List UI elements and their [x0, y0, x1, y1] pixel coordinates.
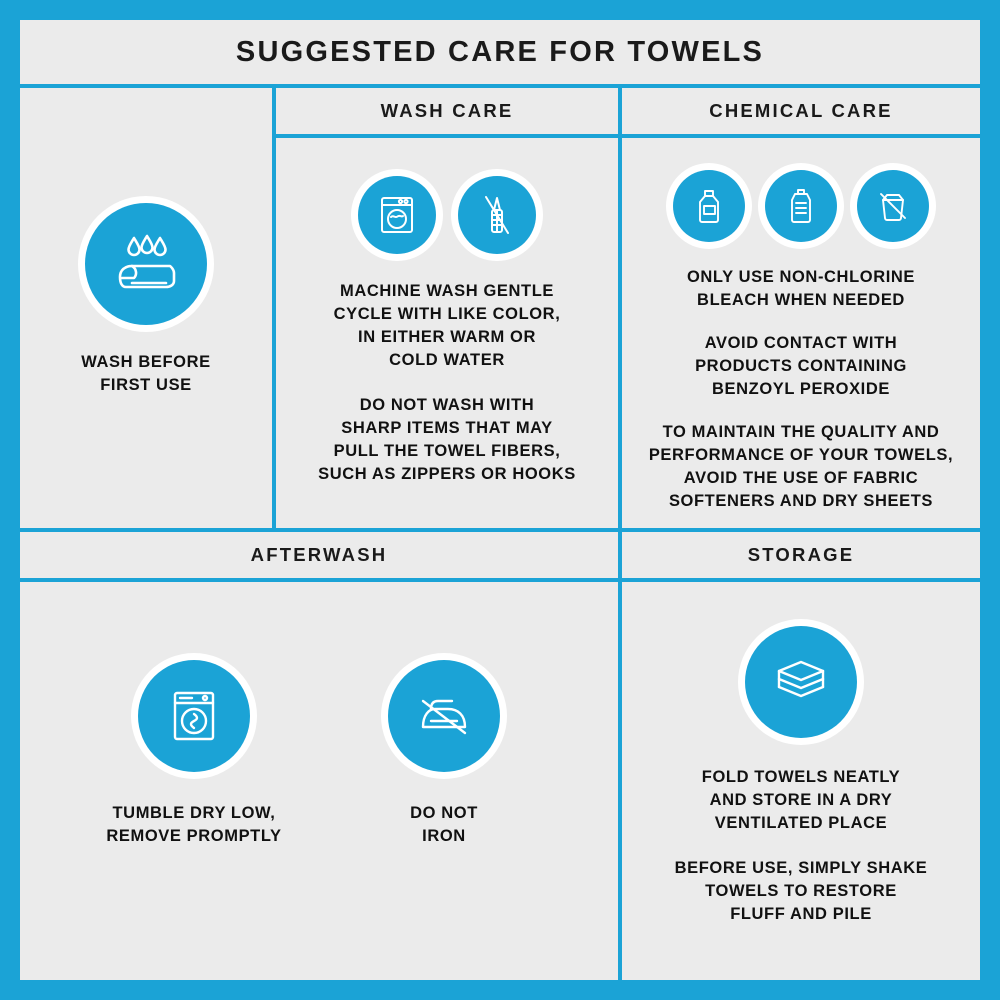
panel-wash-care — [276, 88, 618, 528]
no-iron-line-2: IRON — [422, 827, 466, 845]
wash-before-line-1: WASH BEFORE — [81, 353, 211, 371]
afterwash-tumble-caption — [106, 802, 281, 848]
storage-p2-line-1: BEFORE USE, SIMPLY SHAKE — [674, 859, 928, 877]
storage-p2-line-2: TOWELS TO RESTORE — [705, 882, 897, 900]
folded-towels-stack-icon — [745, 626, 857, 738]
storage-heading-bar — [622, 532, 980, 582]
wash-care-paragraph-2 — [276, 394, 618, 486]
chem-p3-line-1: TO MAINTAIN THE QUALITY AND — [662, 423, 940, 441]
wash-care-icon-row — [276, 176, 618, 254]
chem-p1-line-1: ONLY USE NON-CHLORINE — [686, 268, 916, 286]
panel-chemical-care — [622, 88, 980, 528]
folded-towel-with-water-drops-icon — [85, 203, 207, 325]
afterwash-no-iron-caption — [410, 802, 478, 848]
washing-machine-icon — [358, 176, 436, 254]
no-fabric-softener-icon — [857, 170, 929, 242]
wash-care-p1-line-3: IN EITHER WARM OR — [358, 328, 536, 346]
afterwash-heading-bar — [20, 532, 618, 582]
afterwash-heading: AFTERWASH — [250, 544, 388, 565]
storage-p2-line-3: FLUFF AND PILE — [730, 905, 872, 923]
wash-care-paragraph-1 — [276, 280, 618, 372]
chem-p2-line-2: PRODUCTS CONTAINING — [695, 357, 907, 375]
chem-p1-line-2: BLEACH WHEN NEEDED — [697, 291, 905, 309]
no-iron-line-1: DO NOT — [410, 804, 478, 822]
page-title-bar — [20, 20, 980, 88]
tumble-dryer-icon — [138, 660, 250, 772]
storage-paragraph-1 — [686, 766, 916, 835]
wash-care-p2-line-1: DO NOT WASH WITH — [359, 396, 535, 414]
afterwash-item-tumble-dry — [69, 660, 319, 848]
chemical-care-paragraph-3 — [622, 421, 980, 513]
panel-storage — [622, 532, 980, 980]
chem-p3-line-3: AVOID THE USE OF FABRIC — [683, 469, 919, 487]
chem-p2-line-1: AVOID CONTACT WITH — [704, 334, 898, 352]
storage-paragraph-2 — [663, 857, 940, 926]
wash-care-p1-line-2: CYCLE WITH LIKE COLOR, — [333, 305, 561, 323]
storage-p1-line-1: FOLD TOWELS NEATLY — [701, 768, 901, 786]
no-iron-icon — [388, 660, 500, 772]
chemical-care-heading: CHEMICAL CARE — [709, 100, 893, 121]
wash-care-p2-line-2: SHARP ITEMS THAT MAY — [341, 419, 553, 437]
storage-p1-line-2: AND STORE IN A DRY — [709, 791, 893, 809]
tumble-line-1: TUMBLE DRY LOW, — [112, 804, 276, 822]
chem-p2-line-3: BENZOYL PEROXIDE — [712, 380, 890, 398]
wash-before-caption — [81, 351, 210, 397]
wash-care-p1-line-1: MACHINE WASH GENTLE — [340, 282, 554, 300]
wash-care-p2-line-3: PULL THE TOWEL FIBERS, — [333, 442, 561, 460]
wash-before-line-2: FIRST USE — [100, 376, 192, 394]
no-zipper-icon — [458, 176, 536, 254]
chem-p3-line-4: SOFTENERS AND DRY SHEETS — [668, 492, 934, 510]
infographic-board — [20, 20, 980, 980]
afterwash-item-no-iron — [319, 660, 569, 848]
bleach-bottle-icon — [673, 170, 745, 242]
storage-heading: STORAGE — [747, 544, 855, 565]
tumble-line-2: REMOVE PROMPTLY — [106, 827, 282, 845]
wash-care-heading-bar — [276, 88, 618, 138]
page-title: SUGGESTED CARE FOR TOWELS — [235, 35, 765, 68]
tube-icon — [765, 170, 837, 242]
chemical-care-paragraph-1 — [622, 266, 980, 312]
chemical-care-icon-row — [622, 170, 980, 242]
chem-p3-line-2: PERFORMANCE OF YOUR TOWELS, — [648, 446, 954, 464]
panel-wash-before-first-use — [20, 88, 272, 528]
chemical-care-paragraph-2 — [622, 332, 980, 401]
wash-care-p2-line-4: SUCH AS ZIPPERS OR HOOKS — [318, 465, 576, 483]
wash-care-p1-line-4: COLD WATER — [389, 351, 505, 369]
panel-afterwash — [20, 532, 618, 980]
wash-care-heading: WASH CARE — [380, 100, 514, 121]
chemical-care-heading-bar — [622, 88, 980, 138]
storage-p1-line-3: VENTILATED PLACE — [714, 814, 888, 832]
